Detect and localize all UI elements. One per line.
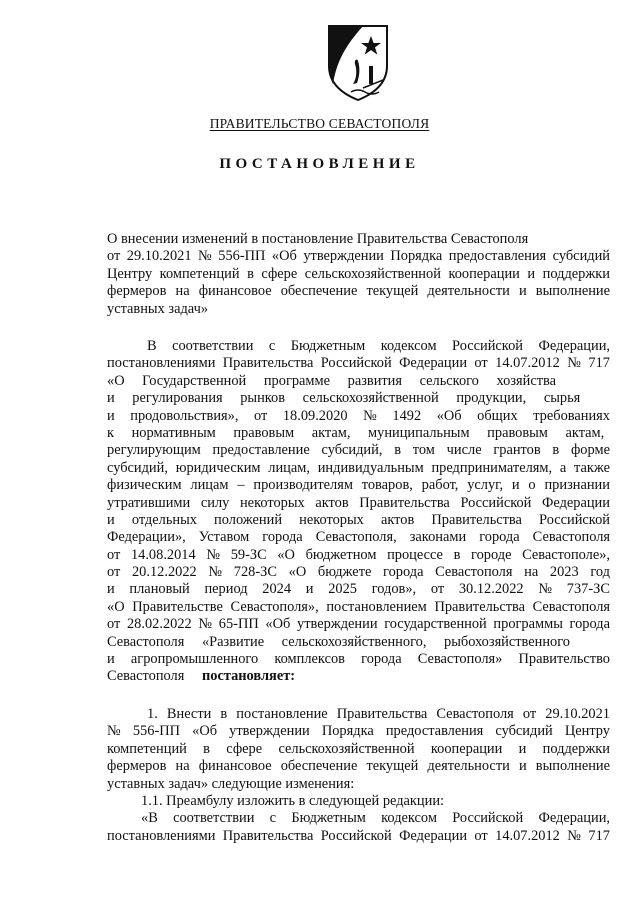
preamble-line: В соответствии с Бюджетным кодексом Российской Федерации, [147,338,611,354]
preamble-line: субсидий, юридическим лицам, индивидуальным предпринимателям, а также [107,459,610,476]
preamble-line: «О Правительстве Севастополя», постановлением Правительства Севастополя [107,598,610,615]
subject-line: Центру компетенций в сфере сельскохозяйственной кооперации и поддержки [107,265,610,282]
preamble-last-line: Севастополя постановляет: [107,668,296,685]
subject-line: уставных задач» [107,300,209,317]
preamble-line: «О Государственной программе развития сельского хозяйства [107,372,556,389]
clause-1-1-line: постановлениями Правительства Российской Федерации от 14.07.2012 № 717 [107,827,610,844]
subject-line: О внесении изменений в постановление Правительства Севастополя [107,231,529,247]
subject-line: от 29.10.2021 № 556-ПП «Об утверждении Порядка предоставления субсидий [107,248,610,265]
preamble-line: Севастополя «Развитие сельскохозяйственного, рыбохозяйственного [107,633,570,650]
preamble-line: и плановый период 2024 и 2025 годов», от 30.12.2022 № 737-ЗС [107,581,610,598]
preamble-line: физическим лицам – производителям товаров, работ, услуг, и о признании [107,477,610,494]
government-name: ПРАВИТЕЛЬСТВО СЕВАСТОПОЛЯ [209,116,430,131]
clause-1-line: компетенций в сфере сельскохозяйственной кооперации и поддержки [107,740,610,757]
preamble-line: постановлениями Правительства Российской Федерации от 14.07.2012 № 717 [107,355,610,372]
document-type-heading: ПОСТАНОВЛЕНИЕ [219,156,420,172]
clause-1-1 [107,793,610,845]
clause-1-line: уставных задач» следующие изменения: [107,775,355,792]
preamble-line: и регулирования рынков сельскохозяйственной продукции, сырья [107,390,581,407]
clause-1-line: № 556-ПП «Об утверждении Порядка предоставления субсидий Центру [107,723,611,740]
clause-1-1-line: «В соответствии с Бюджетным кодексом Российской Федерации, [141,810,611,827]
preamble-line: утратившими силу некоторых актов Правительства Российской Федерации [107,494,610,511]
preamble-line: к нормативным правовым актам, муниципальным правовым актам, [107,424,605,441]
clause-1-line: 1. Внести в постановление Правительства Севастополя от 29.10.2021 [147,706,611,722]
preamble-line: от 20.12.2022 № 728-ЗС «О бюджете города Севастополя на 2023 год [107,564,610,581]
preamble-line: от 14.08.2014 № 59-ЗС «О бюджетном процессе в городе Севастополе», [107,546,611,563]
clause-1-1-title: 1.1. Преамбулу изложить в следующей редакции: [141,793,445,809]
preamble-line: и агропромышленного комплексов города Севастополя» Правительство [107,651,610,668]
preamble-line: и продовольствия», от 18.09.2020 № 1492 «Об общих требованиях [107,407,610,424]
preamble-line: и отдельных положений некоторых актов Правительства Российской [107,511,610,528]
document-subject [107,231,610,318]
resolves-word: постановляет: [201,668,296,685]
clause-1 [107,706,610,793]
clause-1-line: фермеров на финансовое обеспечение текущей деятельности и выполнение [107,758,611,775]
preamble-line: Федерации», Уставом города Севастополя, законами города Севастополя [107,529,611,546]
preamble-line: регулирующим предоставление субсидий, в том числе грантов в форме [107,442,610,459]
sevastopol-coat-of-arms-icon [323,22,393,102]
preamble [107,338,610,686]
preamble-line: от 28.02.2022 № 65-ПП «Об утверждении государственной программы города [107,616,610,633]
subject-line: фермеров на финансовое обеспечение текущей деятельности и выполнение [107,283,611,300]
